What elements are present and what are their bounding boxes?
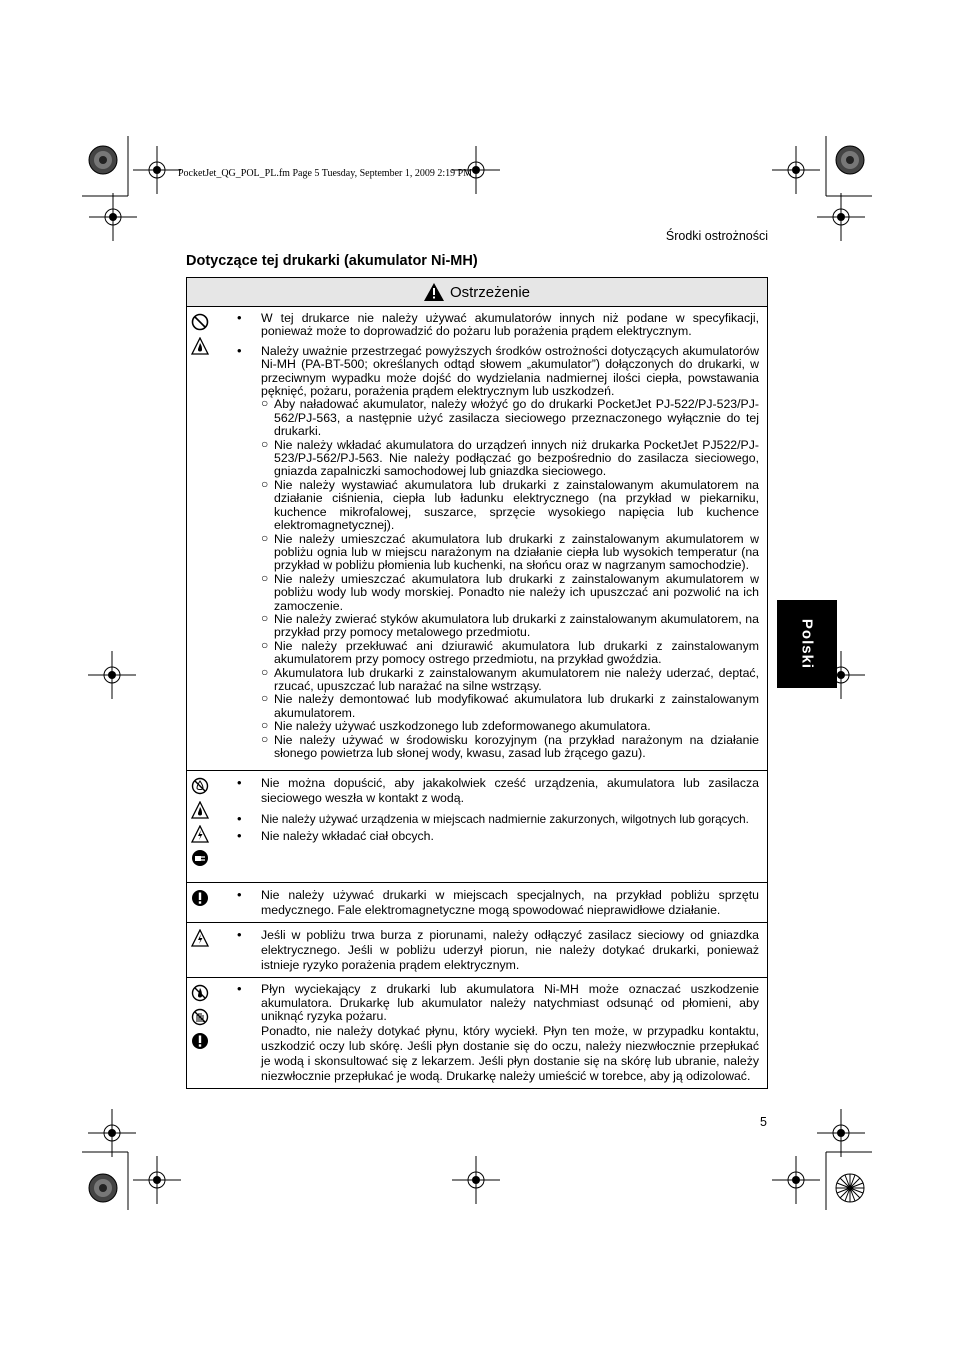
sub-list-item: ○ Nie należy demontować lub modyfikować akumulatora lub drukarki z zainstalowanym akumulatorem. [261,693,759,720]
mandatory-icon [191,1032,209,1050]
sub-list-item: ○ Nie należy używać w środowisku korozyjnym (na przykład narażonym na działanie słonego powietrza lub słonej wody, kwasu, zasad lub żrącego gazu). [261,734,759,761]
row-icons [187,883,225,922]
fire-warning-icon [191,337,209,355]
fire-warning-icon [191,801,209,819]
sub-list-item: ○ Nie należy przekłuwać ani dziurawić akumulatora lub drukarki z zainstalowanym akumulatorem przy pomocy ostrego przedmiotu, na przykład gwoździa. [261,640,759,667]
electric-shock-icon [191,929,209,947]
sub-list-item: ○ Nie należy wystawiać akumulatora lub drukarki z zainstalowanym akumulatorem na działanie ciśnienia, ciepła lub ładunku elektrycznego (na przykład w piekarniku, kuchence mikrofalowej, suszarce, sprzęcie wysokiego napięcia lub kuchence elektromagnetycznej). [261,479,759,533]
row-icons [187,978,225,1087]
row-content [225,978,767,1087]
list-item: • Płyn wyciekający z drukarki lub akumulatora Ni-MH może oznaczać uszkodzenie akumulatora. Drukarkę lub akumulator należy natychmiast odsunąć od płomieni, aby uniknąć ryzyka pożaru. Ponadto, nie należy dotykać płynu, który wyciekł. Płyn ten może, w przypadku kontaktu, uszkodzić oczy lub skórę. Jeśli płyn dostanie się do oczu, należy niezwłocznie przepłukać je wodą i skonsultować się z lekarzem. Jeśli płyn dostanie się na skórę lub ubranie, należy niezwłocznie przepłukać je wodą. Drukarkę należy umieścić w torebce, aby ją odizolować. [235,983,759,1083]
running-header: Środki ostrożności [665,229,768,243]
warning-header [187,278,767,307]
section-title: Dotyczące tej drukarki (akumulator Ni-MH) [186,253,478,269]
warning-row [187,883,767,923]
row-content [225,771,767,882]
list-item: • Nie należy używać urządzenia w miejscach nadmiernie zakurzonych, wilgotnych lub gorących. [235,812,759,827]
row-content [225,923,767,977]
sub-list-item: ○ Aby naładować akumulator, należy włożyć go do drukarki PocketJet PJ-522/PJ-523/PJ-562/PJ-563, a następnie użyć zasilacza sieciowego przeznaczonego wyłącznie do tej drukarki. [261,398,759,438]
sub-list-item: ○ Akumulatora lub drukarki z zainstalowanym akumulatorem nie należy uderzać, deptać, rzucać, upuszczać lub narażać na silne wstrząsy. [261,667,759,694]
list-item: • Nie można dopuścić, aby jakakolwiek cześć urządzenia, akumulatora lub zasilacza sieciowego weszła w kontakt z wodą. [235,776,759,806]
language-tab [777,600,837,688]
page-number: 5 [760,1115,767,1129]
row-icons [187,771,225,882]
sub-list-item: ○ Nie należy wkładać akumulatora do urządzeń innych niż drukarka PocketJet PJ522/PJ-523/PJ-562/PJ-563. Nie należy podłączać go bezpośrednio do zasilacza sieciowego, gniazda zapalniczki samochodowej lub gniazdka sieciowego. [261,439,759,479]
file-info: PocketJet_QG_POL_PL.fm Page 5 Tuesday, September 1, 2009 2:19 PM [178,168,473,179]
mandatory-icon [191,889,209,907]
electric-shock-icon [191,825,209,843]
list-item: • W tej drukarce nie należy używać akumulatorów innych niż podane w specyfikacji, ponieważ może to doprowadzić do pożaru lub porażenia prądem elektrycznym. [235,312,759,339]
list-item: • Nie należy wkładać ciał obcych. [235,829,759,844]
list-item: • Nie należy używać drukarki w miejscach specjalnych, na przykład pobliżu sprzętu medycznego. Fale elektromagnetyczne mogą spowodować nieprawidłowe działanie. [235,888,759,918]
sub-list-item: ○ Nie należy umieszczać akumulatora lub drukarki z zainstalowanym akumulatorem w pobliżu wody lub wody morskiej. Ponadto nie należy ich upuszczać ani pozwolić na ich zamoczenie. [261,573,759,613]
no-fire-icon [191,984,209,1002]
no-touch-icon [191,1008,209,1026]
language-tab-label: Polski [798,618,816,670]
row-icons [187,307,225,770]
warning-triangle-icon [424,283,444,301]
no-water-icon [191,777,209,795]
sub-list-item: ○ Nie należy umieszczać akumulatora lub drukarki z zainstalowanym akumulatorem w pobliżu ognia lub w miejscu narażonym na działanie ciepła lub wysokich temperatur (na przykład w pobliżu płomienia lub kuchenki, na słońcu oraz w nagrzanym samochodzie). [261,533,759,573]
row-content [225,307,767,770]
warning-row [187,923,767,978]
list-item: • Należy uważnie przestrzegać powyższych środków ostrożności dotyczących akumulatorów Ni-MH (PA-BT-500; określanych odtąd słowem „akumulator”) dołączonych do drukarki, w przeciwnym wypadku może dojść do wydzielania nadmiernej ilości ciepła, powstawania pęknięć, pożaru, porażenia prądem elektrycznym lub uszkodzeń. ○ Aby naładować akumulator, należy włożyć go do drukarki PocketJet PJ-522/PJ-523/PJ-562/PJ-563, a następnie użyć zasilacza sieciowego przeznaczonego wyłącznie do tej drukarki. ○ Nie należy wkładać akumulatora do urządzeń innych niż drukarka PocketJet PJ522/PJ-523/PJ-562/PJ-563. Nie należy podłączać go bezpośrednio do zasilacza sieciowego, gniazda zapalniczki samochodowej lub gniazdka sieciowego. ○ Nie należy wystawiać akumulatora lub drukarki z zainstalowanym akumulatorem na działanie ciśnienia, ciepła lub ładunku elektrycznego (na przykład w piekarniku, kuchence mikrofalowej, suszarce, sprzęcie wysokiego napięcia lub kuchence elektromagnetycznej). ○ Nie należy umieszczać akumulatora lub drukarki z zainstalowanym akumulatorem w pobliżu ognia lub w miejscu narażonym na działanie ciepła lub wysokich temperatur (na przykład w pobliżu płomienia lub kuchenki, na słońcu oraz w nagrzanym samochodzie). ○ Nie należy umieszczać akumulatora lub drukarki z zainstalowanym akumulatorem w pobliżu wody lub wody morskiej. Ponadto nie należy ich upuszczać ani pozwolić na ich zamoczenie. ○ Nie należy zwierać styków akumulatora lub drukarki z zainstalowanym akumulatorem, na przykład przy pomocy metalowego przedmiotu. ○ Nie należy przekłuwać ani dziurawić akumulatora lub drukarki z zainstalowanym akumulatorem przy pomocy ostrego przedmiotu, na przykład gwoździa. ○ Akumulatora lub drukarki z zainstalowanym akumulatorem nie należy uderzać, deptać, rzucać, upuszczać lub narażać na silne wstrząsy. ○ Nie należy demontować lub modyfikować akumulatora lub drukarki z zainstalowanym akumulatorem. ○ Nie należy używać uszkodzonego lub zdeformowanego akumulatora. ○ Nie należy używać w środowisku korozyjnym (na przykład narażonym na działanie słonego powietrza lub słonej wody, kwasu, zasad lub żrącego gazu). [235,345,759,761]
sub-list-item: ○ Nie należy zwierać styków akumulatora lub drukarki z zainstalowanym akumulatorem, na przykład przy pomocy metalowego przedmiotu. [261,613,759,640]
list-item: • Jeśli w pobliżu trwa burza z piorunami, należy odłączyć zasilacz sieciowy od gniazdka elektrycznego. Jeśli w pobliżu uderzył piorun, nie należy dotykać drukarki, ponieważ istnieje ryzyko porażenia prądem elektrycznym. [235,928,759,973]
warning-row [187,771,767,883]
row-content [225,883,767,922]
unplug-icon [191,849,209,867]
prohibited-icon [191,313,209,331]
warning-header-label: Ostrzeżenie [449,283,531,301]
warning-row [187,978,767,1087]
sub-list-item: ○ Nie należy używać uszkodzonego lub zdeformowanego akumulatora. [261,720,759,733]
warning-table [186,277,768,1089]
row-icons [187,923,225,977]
warning-row [187,307,767,771]
